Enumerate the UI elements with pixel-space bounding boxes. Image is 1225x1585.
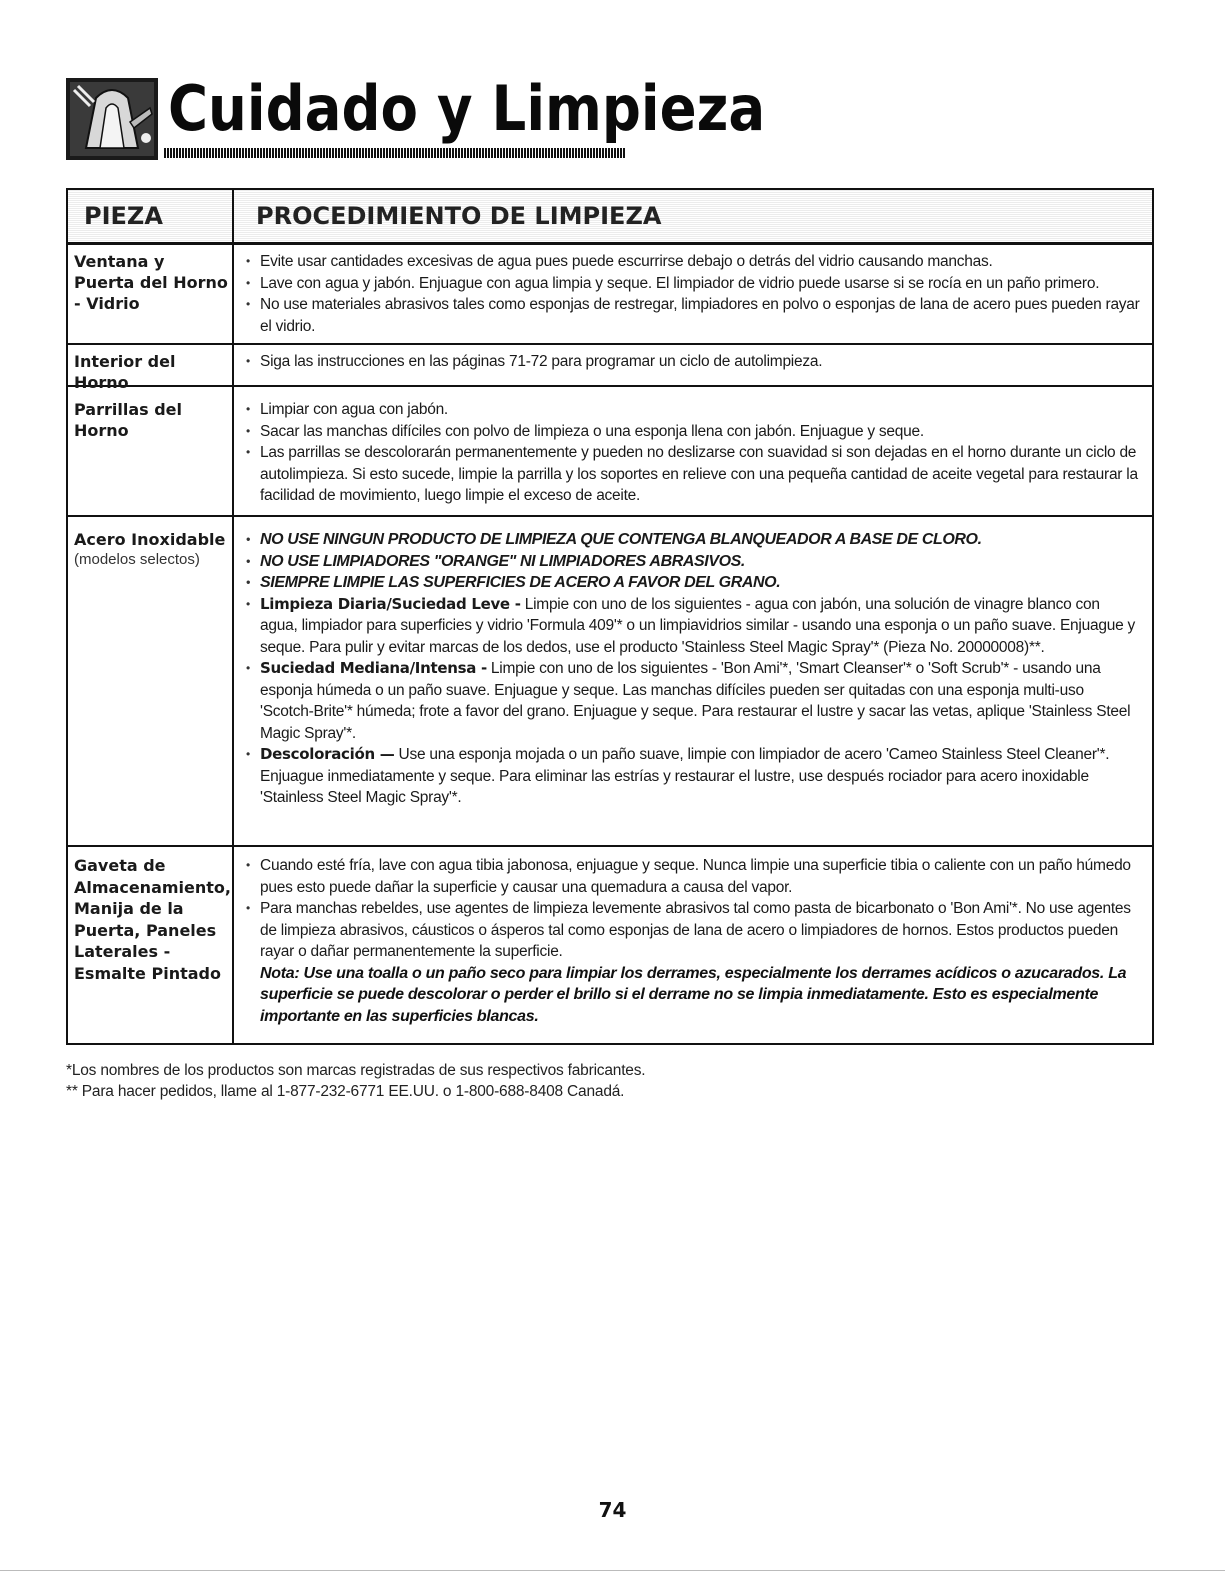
footnote: ** Para hacer pedidos, llame al 1-877-232-6771 EE.UU. o 1-800-688-8408 Canadá. — [66, 1083, 625, 1100]
list-item: • Siga las instrucciones en las páginas 71-72 para programar un ciclo de autolimpieza. — [242, 351, 1140, 373]
table-row — [68, 387, 1152, 517]
part-cell — [68, 245, 234, 343]
table-row — [68, 847, 1152, 1043]
part-name: Parrillas del Horno — [74, 400, 183, 440]
list-item: • Limpiar con agua con jabón. — [242, 399, 1140, 421]
footnotes — [66, 1060, 1156, 1102]
list-item — [242, 744, 1140, 809]
item-lead: Descoloración — — [260, 745, 395, 763]
table-row — [68, 245, 1152, 345]
note-text: Nota: Use una toalla o un paño seco para limpiar los derrames, especialmente los derrames acídicos o azucarados. La superficie se puede descolorar o perder el brillo si el derrame no se limpia inmediatamente. Esto es especialmente importante en las superficies blancas. — [260, 964, 1127, 1025]
item-text: Limpie con uno de los siguientes - 'Bon Ami'*, 'Smart Cleanser'* o 'Soft Scrub'* - usando una esponja húmeda o un paño suave. Enjuague y seque. Las manchas difíciles pueden ser quitadas con una esponja multi-uso 'Scotch-Brite'* húmeda; frote a favor del grano. Enjuague y seque. Para restaurar el lustre y sacar las vetas, aplique 'Stainless Steel Magic Spray'*. — [260, 660, 1131, 742]
page-number: 74 — [598, 1498, 627, 1522]
list-item: • Para manchas rebeldes, use agentes de limpieza levemente abrasivos tal como pasta de bicarbonato o 'Bon Ami'*. No use agentes de limpieza abrasivos, cáusticos o ásperos tal como esponjas de lana de acero o limpiadores de hornos. Estos productos pueden rayar o dañar permanentemente la superficie. — [242, 898, 1140, 963]
table-header — [68, 190, 1152, 245]
item-text: Use una esponja mojada o un paño suave, limpie con limpiador de acero 'Cameo Stainless Steel Cleaner'*. Enjuague inmediatamente y seque. Para eliminar las estrías y restaurar el lustre, use después rociador para acero inoxidable 'Stainless Steel Magic Spray'*. — [260, 746, 1110, 806]
list-item: • Sacar las manchas difíciles con polvo de limpieza o una esponja llena con jabón. Enjuague y seque. — [242, 421, 1140, 443]
part-cell — [68, 345, 234, 392]
page-header — [66, 72, 766, 168]
procedure-cell — [234, 847, 1152, 1043]
procedure-cell — [234, 387, 1152, 515]
list-item — [242, 658, 1140, 744]
list-item: • No use materiales abrasivos tales como esponjas de restregar, limpiadores en polvo o esponjas de lana de acero pues pueden rayar el vidrio. — [242, 294, 1140, 337]
list-item: • Lave con agua y jabón. Enjuague con agua limpia y seque. El limpiador de vidrio puede usarse si se rocía en un paño primero. — [242, 273, 1140, 295]
list-item: • Cuando esté fría, lave con agua tibia jabonosa, enjuague y seque. Nunca limpie una superficie tibia o caliente con un paño húmedo pues esto puede dañar la superficie y causar una quemadura a causa del vapor. — [242, 855, 1140, 898]
header-procedure: PROCEDIMIENTO DE LIMPIEZA — [256, 202, 662, 230]
cleaning-table — [66, 188, 1154, 1045]
list-item — [242, 594, 1140, 659]
header-part: PIEZA — [68, 190, 234, 242]
table-row — [68, 345, 1152, 392]
table-row — [68, 517, 1152, 847]
procedure-cell — [234, 517, 1152, 845]
part-subtitle: (modelos selectos) — [74, 551, 200, 568]
item-lead: Limpieza Diaria/Suciedad Leve - — [260, 594, 521, 613]
part-cell — [68, 847, 234, 1043]
title-underline — [164, 148, 626, 158]
part-name: Gaveta de Almacenamiento, Manija de la Puerta, Paneles Laterales - Esmalte Pintado — [74, 856, 231, 983]
warning-item: • NO USE LIMPIADORES "ORANGE" NI LIMPIADORES ABRASIVOS. — [242, 551, 1140, 573]
part-cell — [68, 387, 234, 515]
warning-item: • SIEMPRE LIMPIE LAS SUPERFICIES DE ACERO A FAVOR DEL GRANO. — [242, 572, 1140, 594]
page-bottom-rule — [0, 1570, 1225, 1571]
item-lead: Suciedad Mediana/Intensa - — [260, 659, 487, 677]
oven-hood-cleaning-icon — [66, 78, 158, 160]
page-title: Cuidado y Limpieza — [168, 72, 766, 145]
procedure-cell — [234, 245, 1152, 343]
part-name: Acero Inoxidable — [74, 530, 226, 549]
part-name: Interior del Horno — [74, 352, 176, 392]
item-text: Limpie con uno de los siguientes - agua con jabón, una solución de vinagre blanco con agua, limpiador para superficies y vidrio 'Formula 409'* o un limpiavidrios similar - usando una esponja o un paño suave. Enjuague y seque. Para pulir y evitar marcas de los dedos, use el producto 'Stainless Steel Magic Spray'* (Pieza No. 20000008)**. — [260, 595, 1136, 656]
warning-item: • NO USE NINGUN PRODUCTO DE LIMPIEZA QUE CONTENGA BLANQUEADOR A BASE DE CLORO. — [242, 529, 1140, 551]
procedure-cell — [234, 345, 1152, 385]
part-name: Ventana y Puerta del Horno - Vidrio — [74, 252, 228, 313]
list-item: • Evite usar cantidades excesivas de agua pues puede escurrirse debajo o detrás del vidrio causando manchas. — [242, 251, 1140, 273]
list-item: • Las parrillas se descolorarán permanentemente y pueden no deslizarse con suavidad si son dejadas en el horno durante un ciclo de autolimpieza. Si esto sucede, limpie la parrilla y los soportes en relieve con una pequeña cantidad de aceite vegetal para restaurar la facilidad de movimiento, luego limpie el exceso de aceite. — [242, 442, 1140, 507]
footnote: *Los nombres de los productos son marcas registradas de sus respectivos fabricantes. — [66, 1062, 646, 1079]
part-cell — [68, 517, 234, 845]
